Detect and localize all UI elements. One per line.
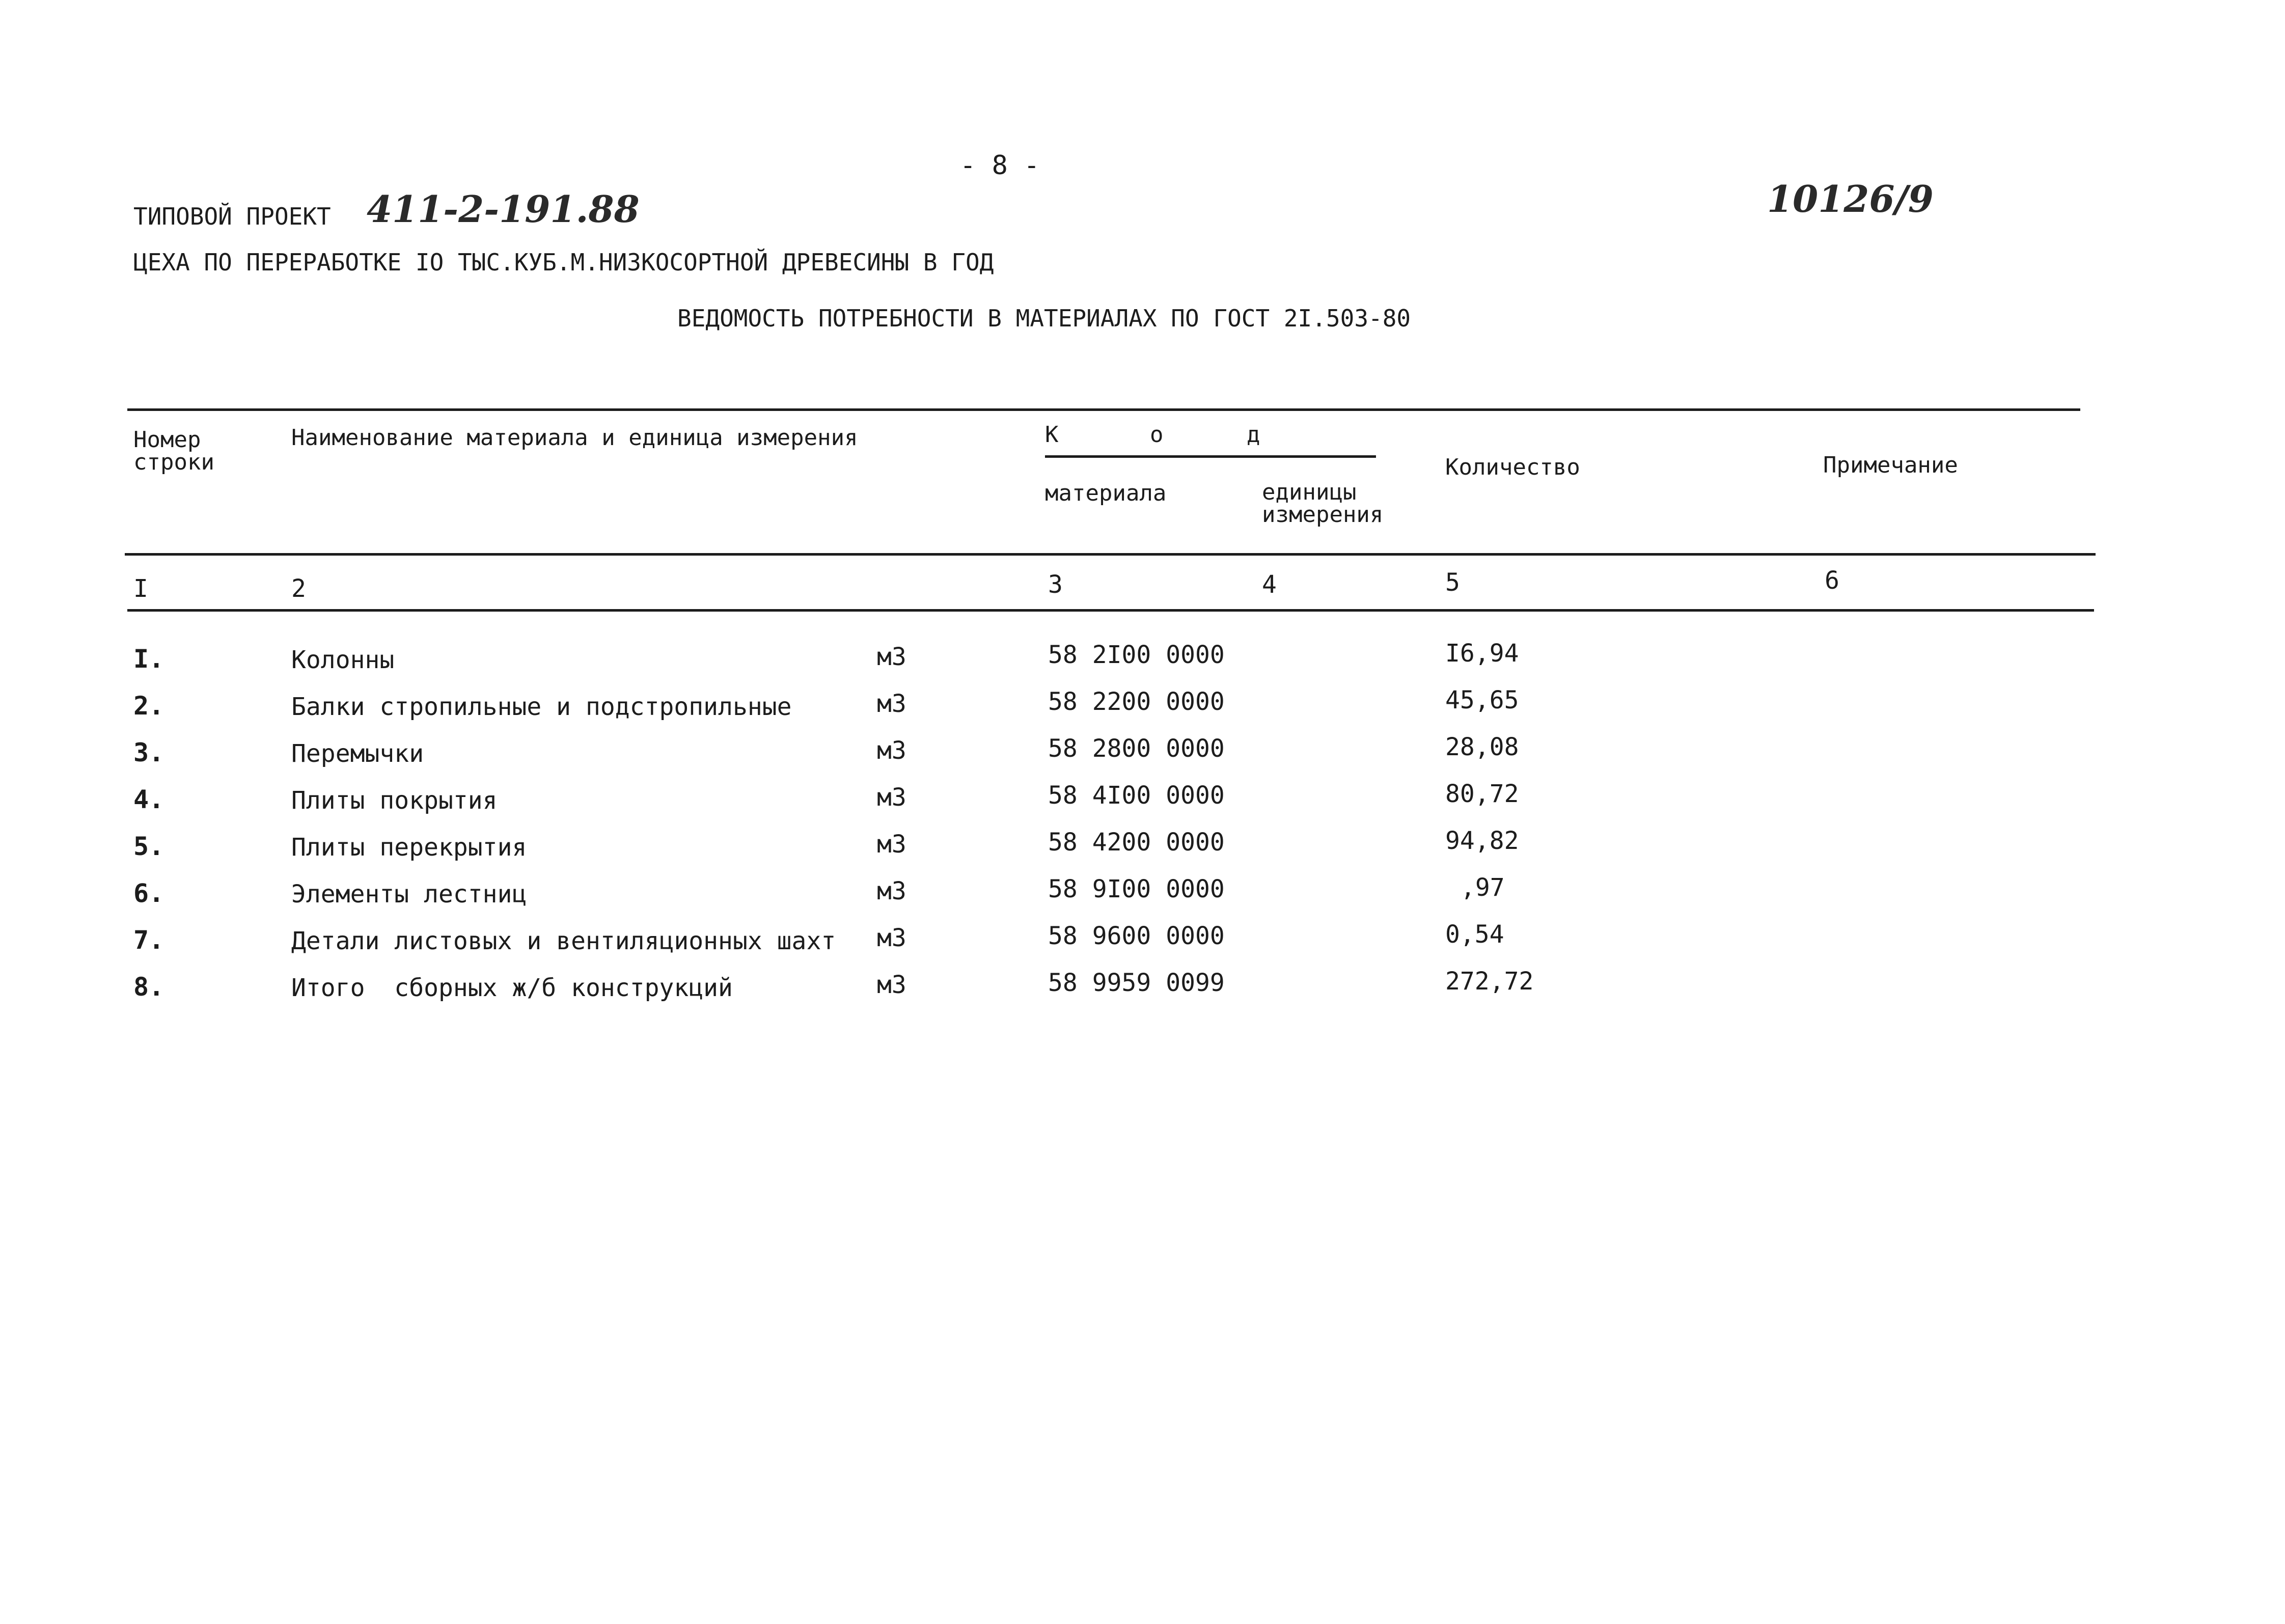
document-title: ВЕДОМОСТЬ ПОТРЕБНОСТИ В МАТЕРИАЛАХ ПО ГОСТ 2I.503-80 [677,305,1411,332]
project-label: ТИПОВОЙ ПРОЕКТ [133,203,331,230]
project-number: 411-2-191.88 [367,187,640,231]
row-number: 3. [133,738,164,767]
row-number: 6. [133,878,164,908]
row-quantity: ,97 [1461,873,1505,902]
row-unit: м3 [877,736,906,765]
column-numbers-rule [127,609,2094,612]
row-unit: м3 [877,643,906,671]
header-quantity: Количество [1445,454,1580,480]
page-number: - 8 - [960,150,1040,181]
header-note: Примечание [1823,452,1958,478]
row-material-code: 58 9I00 0000 [1048,875,1225,903]
header-code-k: К [1045,422,1059,448]
row-quantity: 28,08 [1445,733,1519,761]
document-number: 10126/9 [1767,177,1934,221]
header-code-d: д [1247,422,1260,448]
row-quantity: 94,82 [1445,827,1519,855]
row-number: 2. [133,691,164,721]
header-code-o: о [1150,422,1164,448]
row-quantity: 0,54 [1445,920,1504,949]
row-unit: м3 [877,971,906,999]
row-material-code: 58 2800 0000 [1048,734,1225,763]
header-code-material: материала [1045,480,1167,506]
row-number: 4. [133,785,164,814]
row-material-name: Плиты перекрытия [291,833,527,862]
row-number: I. [133,644,164,674]
code-subheader-rule [1045,455,1376,458]
document-subtitle: ЦЕХА ПО ПЕРЕРАБОТКЕ IO ТЫС.КУБ.М.НИЗКОСОРТНОЙ ДРЕВЕСИНЫ В ГОД [133,249,994,276]
header-code-unit [1262,481,1383,526]
row-unit: м3 [877,830,906,859]
column-number-3: 3 [1048,570,1063,599]
header-name: Наименование материала и единица измерения [291,425,858,451]
column-number-5: 5 [1445,568,1460,597]
row-material-code: 58 9959 0099 [1048,969,1225,997]
row-unit: м3 [877,783,906,812]
row-material-name: Колонны [291,646,395,674]
table-top-rule [127,408,2080,411]
row-material-name: Детали листовых и вентиляционных шахт [291,927,836,955]
header-row-number-line1: Номер [133,427,201,453]
row-material-code: 58 2200 0000 [1048,687,1225,716]
header-bottom-rule [125,553,2096,556]
row-material-code: 58 4I00 0000 [1048,781,1225,810]
row-number: 8. [133,972,164,1002]
row-material-name: Плиты покрытия [291,786,498,815]
row-material-code: 58 4200 0000 [1048,828,1225,857]
row-unit: м3 [877,690,906,718]
column-number-6: 6 [1825,566,1839,595]
column-number-4: 4 [1262,570,1277,599]
row-unit: м3 [877,877,906,905]
row-quantity: 45,65 [1445,686,1519,714]
row-quantity: 80,72 [1445,780,1519,808]
row-material-name: Элементы лестниц [291,880,527,909]
row-quantity: 272,72 [1445,967,1534,996]
row-material-name: Перемычки [291,739,424,768]
column-number-2: 2 [291,574,306,603]
header-code-unit-line2: измерения [1262,502,1384,528]
row-number: 7. [133,925,164,955]
row-material-code: 58 2I00 0000 [1048,641,1225,669]
row-unit: м3 [877,924,906,952]
row-material-code: 58 9600 0000 [1048,922,1225,950]
header-row-number [133,429,214,474]
column-number-1: I [133,574,148,603]
header-code-unit-line1: единицы [1262,479,1357,505]
row-material-name: Балки стропильные и подстропильные [291,693,792,721]
header-row-number-line2: строки [133,449,214,475]
row-material-name: Итого сборных ж/б конструкций [291,974,733,1002]
row-quantity: I6,94 [1445,639,1519,668]
row-number: 5. [133,832,164,861]
